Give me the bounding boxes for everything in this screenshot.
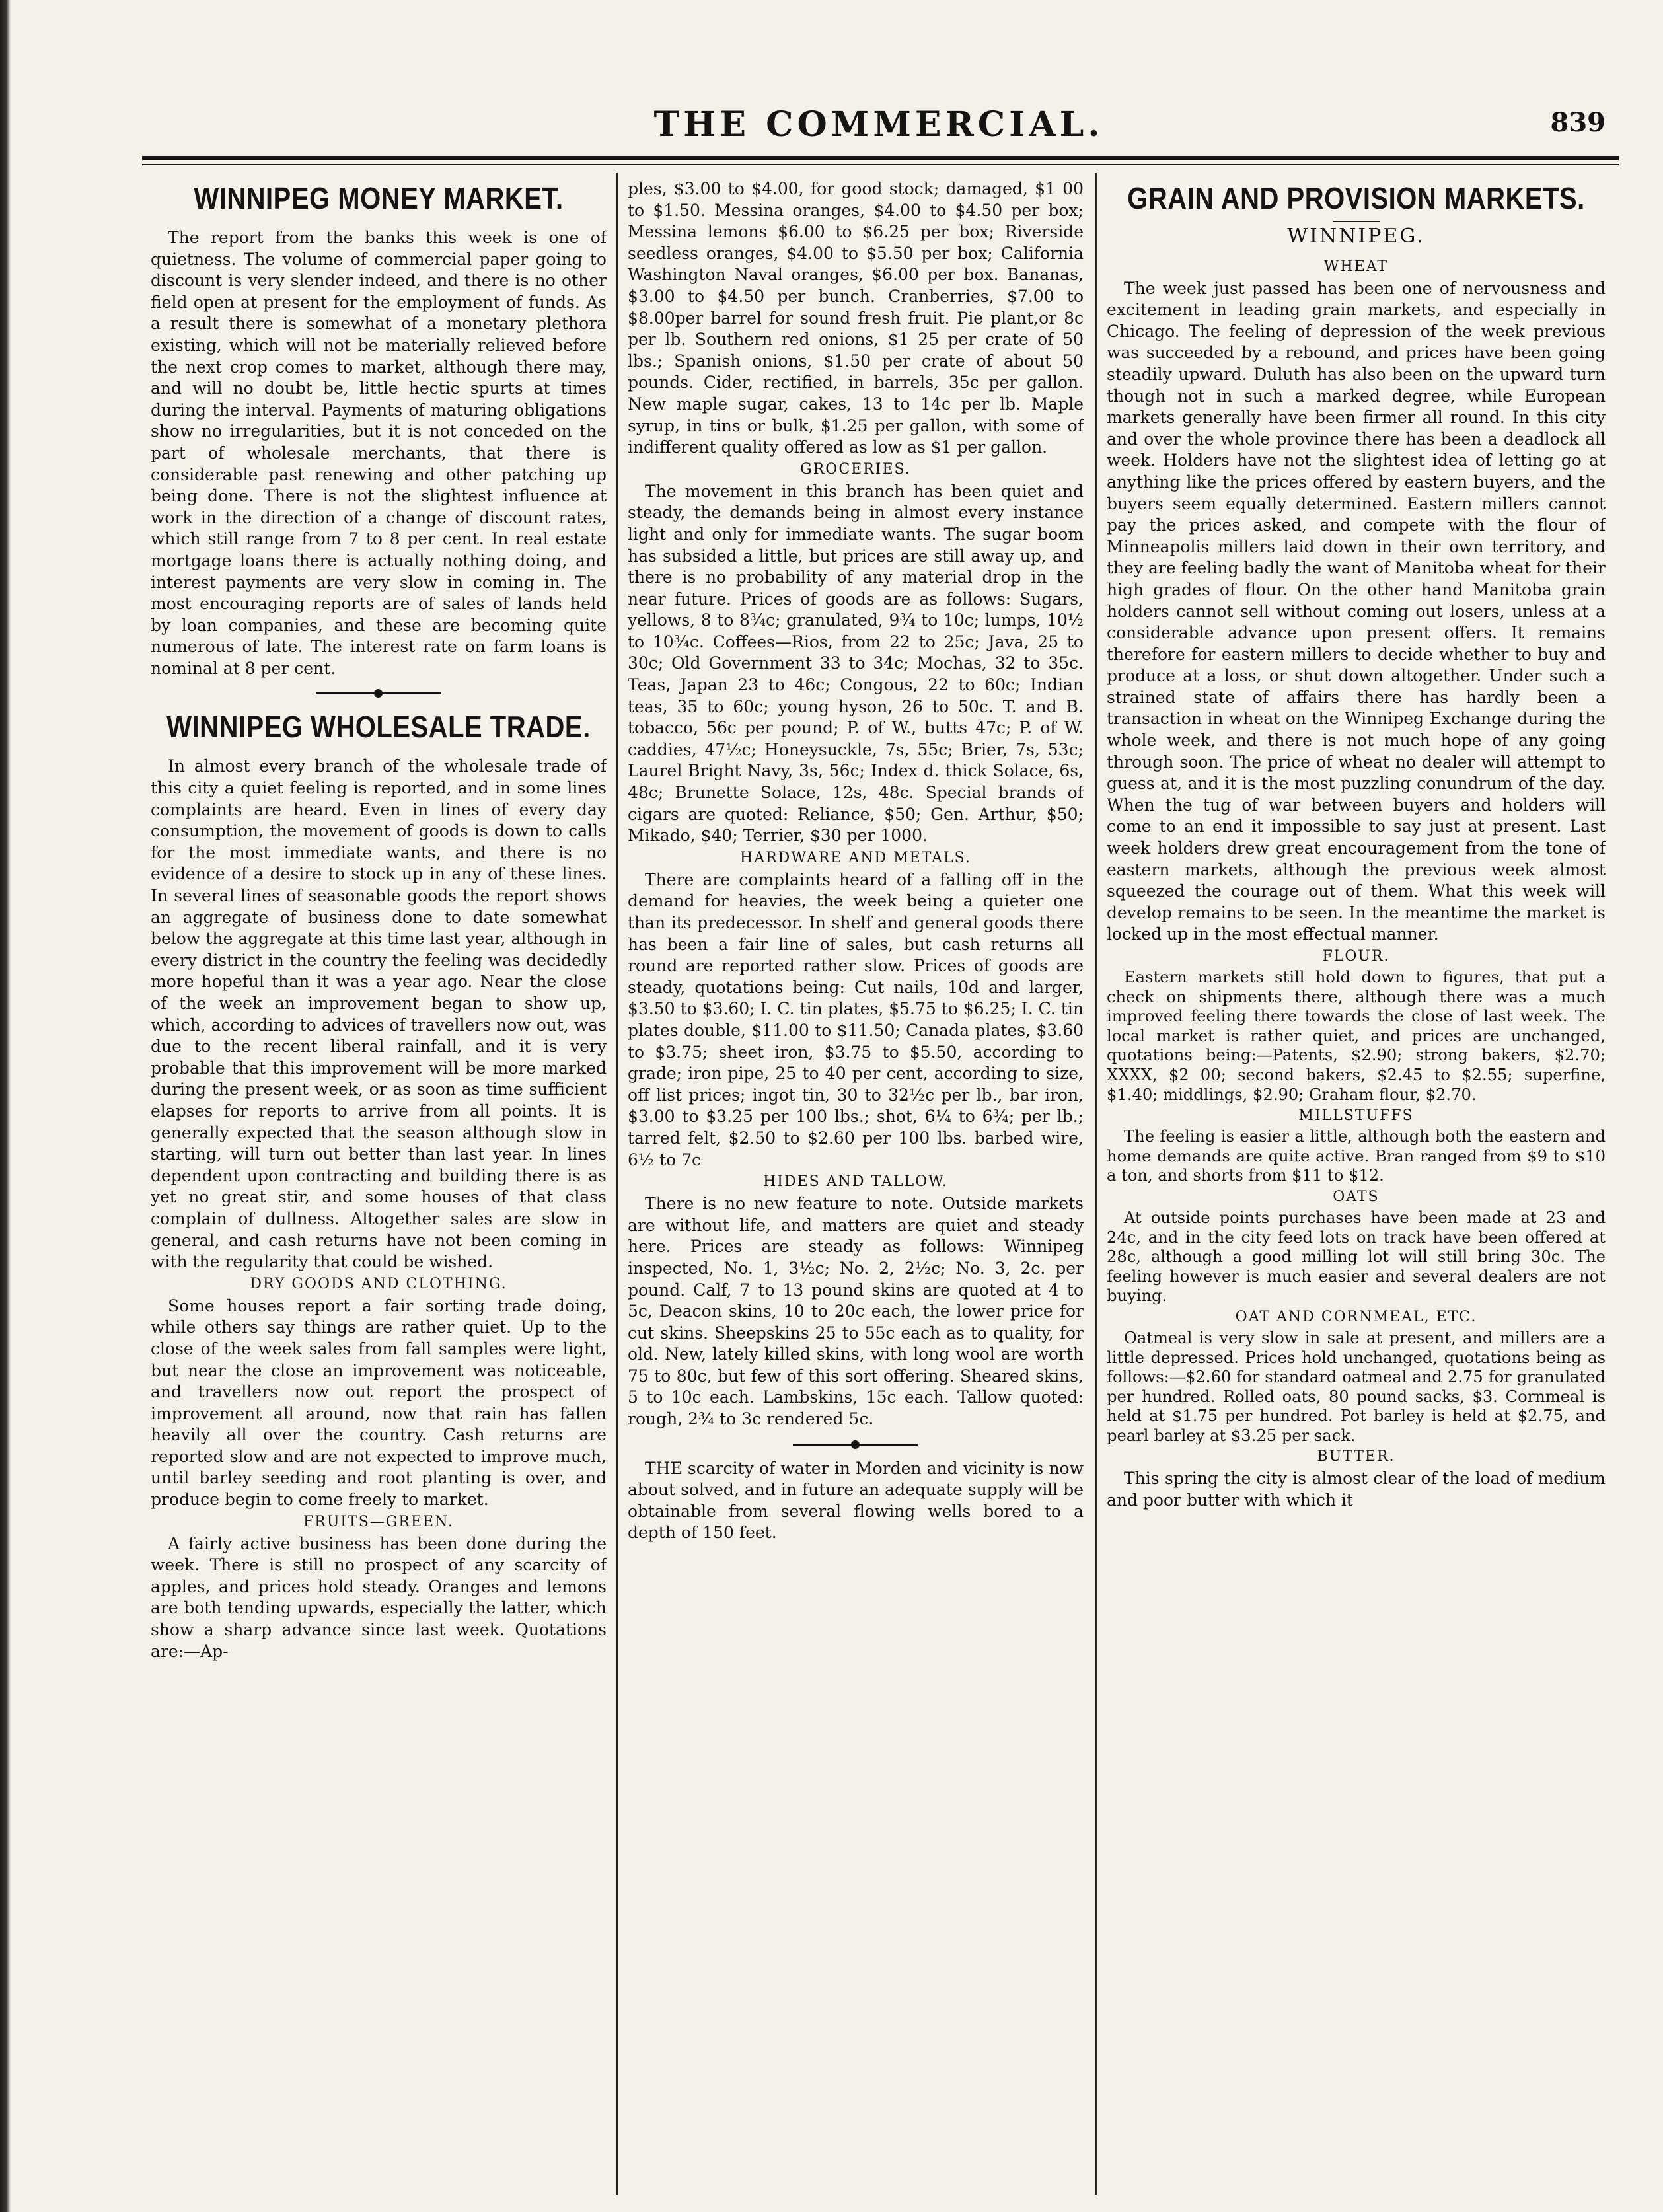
section-body: The feeling is easier a little, although both the eastern and home demands are quite active. Bran ranged from $9 to $10 a ton, and shorts from $11 to $12. bbox=[1107, 1127, 1606, 1185]
section-subheading: FLOUR. bbox=[1322, 948, 1390, 965]
section-subheading: WHEAT bbox=[1323, 258, 1389, 275]
section-body: There are complaints heard of a falling off in the demand for heavies, the week being a quieter one than its predecessor. In shelf and general goods there has been a fair line of sales, but cash returns all round are reported rather slow. Prices of goods are steady, quotations being: Cut nails, 10d and larger, $3.50 to $3.60; I. C. tin plates, $5.75 to $6.25; I. C. tin plates double, $11.00 to $11.50; Canada plates, $3.60 to $3.75; sheet iron, $3.75 to $5.50, according to grade; iron pipe, 25 to 40 per cent, according to size, off list prices; ingot tin, 30 to 32½c per lb., bar iron, $3.00 to $3.25 per 100 lbs.; shot, 6¼ to 6¾; per lb.; tarred felt, $2.50 to $2.60 per 100 lbs. barbed wire, 6½ to 7c bbox=[628, 869, 1084, 1169]
section-body: Oatmeal is very slow in sale at present, and millers are a little depressed. Prices hold unchanged, quotations being as follows:—$2.60 for standard oatmeal and 2.75 for granulated per hundred. Rolled oats, 80 pound sacks, $3. Cornmeal is held at $1.75 per hundred. Pot barley is held at $2.75, and pearl barley at $3.25 per sack. bbox=[1107, 1328, 1606, 1445]
column-divider bbox=[616, 173, 618, 2195]
page-number: 839 bbox=[1550, 107, 1606, 138]
section-subheading: DRY GOODS AND CLOTHING. bbox=[250, 1275, 507, 1292]
section-subheading: GROCERIES. bbox=[800, 461, 911, 478]
section-subheading: OATS bbox=[1333, 1188, 1380, 1205]
section-body: At outside points purchases have been made at 23 and 24c, and in the city feed lots on track have been offered at 28c, although a good milling lot will still bring 30c. The feeling however is much easier and several dealers are not buying. bbox=[1107, 1208, 1606, 1306]
column-divider bbox=[1095, 173, 1097, 2195]
article-heading: GRAIN AND PROVISION MARKETS. bbox=[1127, 182, 1585, 216]
heading-rule bbox=[1333, 221, 1380, 222]
masthead-rule-thin bbox=[142, 164, 1619, 165]
column-1 bbox=[151, 178, 607, 2200]
section-subheading: OAT AND CORNMEAL, ETC. bbox=[1235, 1308, 1477, 1325]
column-3 bbox=[1107, 178, 1606, 2200]
section-separator bbox=[316, 687, 441, 699]
article-heading: WINNIPEG MONEY MARKET. bbox=[194, 182, 564, 216]
section-subheading: BUTTER. bbox=[1317, 1448, 1395, 1465]
section-body: There is no new feature to note. Outside markets are without life, and matters are quiet and steady here. Prices are steady as follows: Winnipeg inspected, No. 1, 3½c; No. 2, 2½c; No. 3, 2c. per pound. Calf, 7 to 13 pound skins are quoted at 4 to 5c, Deacon skins, 10 to 20c each, the lower price for cut skins. Sheepskins 25 to 55c each as to quality, for old. New, lately killed skins, with long wool are worth 75 to 80c, but few of this sort offering. Sheared skins, 5 to 10c each. Lambskins, 15c each. Tallow quoted: rough, 2¾ to 3c rendered 5c. bbox=[628, 1194, 1084, 1429]
section-subheading: HIDES AND TALLOW. bbox=[763, 1173, 948, 1191]
section-body-continued: ples, $3.00 to $4.00, for good stock; damaged, $1 00 to $1.50. Messina oranges, $4.00 to $4.50 per box; Messina lemons $6.00 to $6.25 per box; Riverside seedless oranges, $4.00 to $5.50 per box; California Washington Naval oranges, $6.00 per box. Bananas, $3.00 to $4.50 per bunch. Cranberries, $7.00 to $8.00per barrel for sound fresh fruit. Pie plant,or 8c per lb. Southern red onions, $1 25 per crate of 50 lbs.; Spanish onions, $1.50 per crate of about 50 pounds. Cider, rectified, in barrels, 35c per gallon. New maple sugar, cakes, 13 to 14c per lb. Maple syrup, in tins or bulk, $1.25 per gallon, with some of indifferent quality offered as low as $1 per gallon. bbox=[628, 179, 1084, 457]
section-subheading: MILLSTUFFS bbox=[1298, 1107, 1414, 1124]
article-body: The report from the banks this week is one of quietness. The volume of commercial paper going to discount is very slender indeed, and there is no other field open at present for the employment of funds. As a result there is somewhat of a monetary plethora existing, which will not be materially relieved before the next crop comes to market, although there may, and will no doubt be, little hectic spurts at times during the interval. Payments of maturing obligations show no irregularities, but it is not conceded on the part of wholesale merchants, that there is considerable past renewing and other patching up being done. There is not the slightest influence at work in the direction of a change of discount rates, which still range from 7 to 8 per cent. In real estate mortgage loans there is actually nothing doing, and interest payments are very slow in coming in. The most encouraging reports are of sales of lands held by loan companies, and these are becoming quite numerous of late. The interest rate on farm loans is nominal at 8 per cent. bbox=[151, 228, 607, 678]
section-body: The week just passed has been one of nervousness and excitement in leading grain markets, and especially in Chicago. The feeling of depression of the week previous was succeeded by a rebound, and prices have been going steadily upward. Duluth has also been on the upward turn though not in such a marked degree, while European markets generally have been firmer all round. In this city and over the whole province there has been a deadlock all week. Holders have not the slightest idea of letting go at anything like the prices offered by eastern buyers, and the buyers seem equally determined. Eastern millers cannot pay the prices asked, and compete with the flour of Minneapolis millers laid down in their own territory, and they are feeling badly the want of Manitoba wheat for their high grades of flour. On the other hand Manitoba grain holders cannot sell without coming out losers, unless at a considerable advance upon present offers. It remains therefore for eastern millers to decide whether to buy and produce at a loss, or shut down altogether. Under such a strained state of affairs there has hardly been a transaction in wheat on the Winnipeg Exchange during the whole week, and there is not much hope of any going through soon. The price of wheat no dealer will attempt to guess at, and it is the most puzzling conundrum of the day. When the tug of war between buyers and holders will come to an end it impossible to say just at present. Last week holders drew great encouragement from the tone of eastern markets, although the previous week almost squeezed the courage out of them. What this week will develop remains to be seen. In the meantime the market is locked up in the most effectual manner. bbox=[1107, 278, 1606, 944]
masthead bbox=[132, 99, 1625, 152]
masthead-rule bbox=[142, 156, 1619, 160]
section-separator bbox=[793, 1438, 918, 1450]
section-subheading: FRUITS—GREEN. bbox=[303, 1513, 454, 1530]
section-body: Eastern markets still hold down to figures, that put a check on shipments there, although there was a much improved feeling there towards the close of last week. The local market is rather quiet, and prices are unchanged, quotations being:—Patents, $2.90; strong bakers, $2.70; XXXX, $2 00; second bakers, $2.45 to $2.55; superfine, $1.40; middlings, $2.90; Graham flour, $2.70. bbox=[1107, 968, 1606, 1104]
article-body: In almost every branch of the wholesale trade of this city a quiet feeling is reported, and in some lines complaints are heard. Even in lines of every day consumption, the movement of goods is down to calls for the most immediate wants, and there is no evidence of a desire to stock up in any of these lines. In several lines of seasonable goods the report shows an aggregate of business done to date somewhat below the aggregate at this time last year, although in every district in the country the feeling was decidedly more hopeful than it was a year ago. Near the close of the week an improvement began to show up, which, according to advices of travellers now out, was due to the recent liberal rainfall, and it is very probable that this improvement will be more marked during the present week, or as soon as time sufficient elapses for reports to arrive from all points. It is generally expected that the season although slow in starting, will turn out better than last year. In lines dependent upon contracting and building there is as yet no great stir, and some houses of that class complain of dullness. Altogether sales are slow in general, and cash returns have not been coming in with the regularity that could be wished. bbox=[151, 756, 607, 1272]
section-body: The movement in this branch has been quiet and steady, the demands being in almost every instance light and only for immediate wants. The sugar boom has subsided a little, but prices are still away up, and there is no probability of any material drop in the near future. Prices of goods are as follows: Sugars, yellows, 8 to 8¾c; granulated, 9¾ to 10c; lumps, 10½ to 10¾c. Coffees—Rios, from 22 to 25c; Java, 25 to 30c; Old Government 33 to 34c; Mochas, 32 to 35c. Teas, Japan 23 to 46c; Congous, 22 to 60c; Indian teas, 35 to 60c; young hyson, 26 to 50c. T. and B. tobacco, 56c per pound; P. of W., butts 47c; P. of W. caddies, 47½c; Honeysuckle, 7s, 55c; Brier, 7s, 53c; Laurel Bright Navy, 3s, 56c; Index d. thick Solace, 6s, 48c; Brunette Solace, 12s, 48c. Special brands of cigars are quoted: Reliance, $50; Gen. Arthur, $50; Mikado, $40; Terrier, $30 per 1000. bbox=[628, 481, 1084, 846]
news-note: THE scarcity of water in Morden and vicinity is now about solved, and in future an adequate supply will be obtainable from several flowing wells bored to a depth of 150 feet. bbox=[628, 1458, 1084, 1543]
section-body: This spring the city is almost clear of the load of medium and poor butter with which it bbox=[1107, 1469, 1606, 1510]
column-2 bbox=[628, 178, 1084, 2200]
section-body: Some houses report a fair sorting trade doing, while others say things are rather quiet. Up to the close of the week sales from fall samples were light, but near the close an improvement was noticeable, and travellers now out report the prospect of improvement all around, now that rain has fallen heavily all over the country. Cash returns are reported slow and are not expected to improve much, until barley seeding and root planting is over, and produce begin to come freely to market. bbox=[151, 1296, 607, 1510]
publication-title: THE COMMERCIAL. bbox=[653, 104, 1104, 145]
scanned-page-edge bbox=[0, 0, 11, 2212]
section-body: A fairly active business has been done during the week. There is still no prospect of any scarcity of apples, and prices hold steady. Oranges and lemons are both tending upwards, especially the latter, which show a sharp advance since last week. Quotations are:—Ap- bbox=[151, 1533, 607, 1661]
article-heading: WINNIPEG WHOLESALE TRADE. bbox=[166, 711, 591, 745]
dateline: WINNIPEG. bbox=[1287, 225, 1425, 248]
section-subheading: HARDWARE AND METALS. bbox=[740, 849, 971, 866]
